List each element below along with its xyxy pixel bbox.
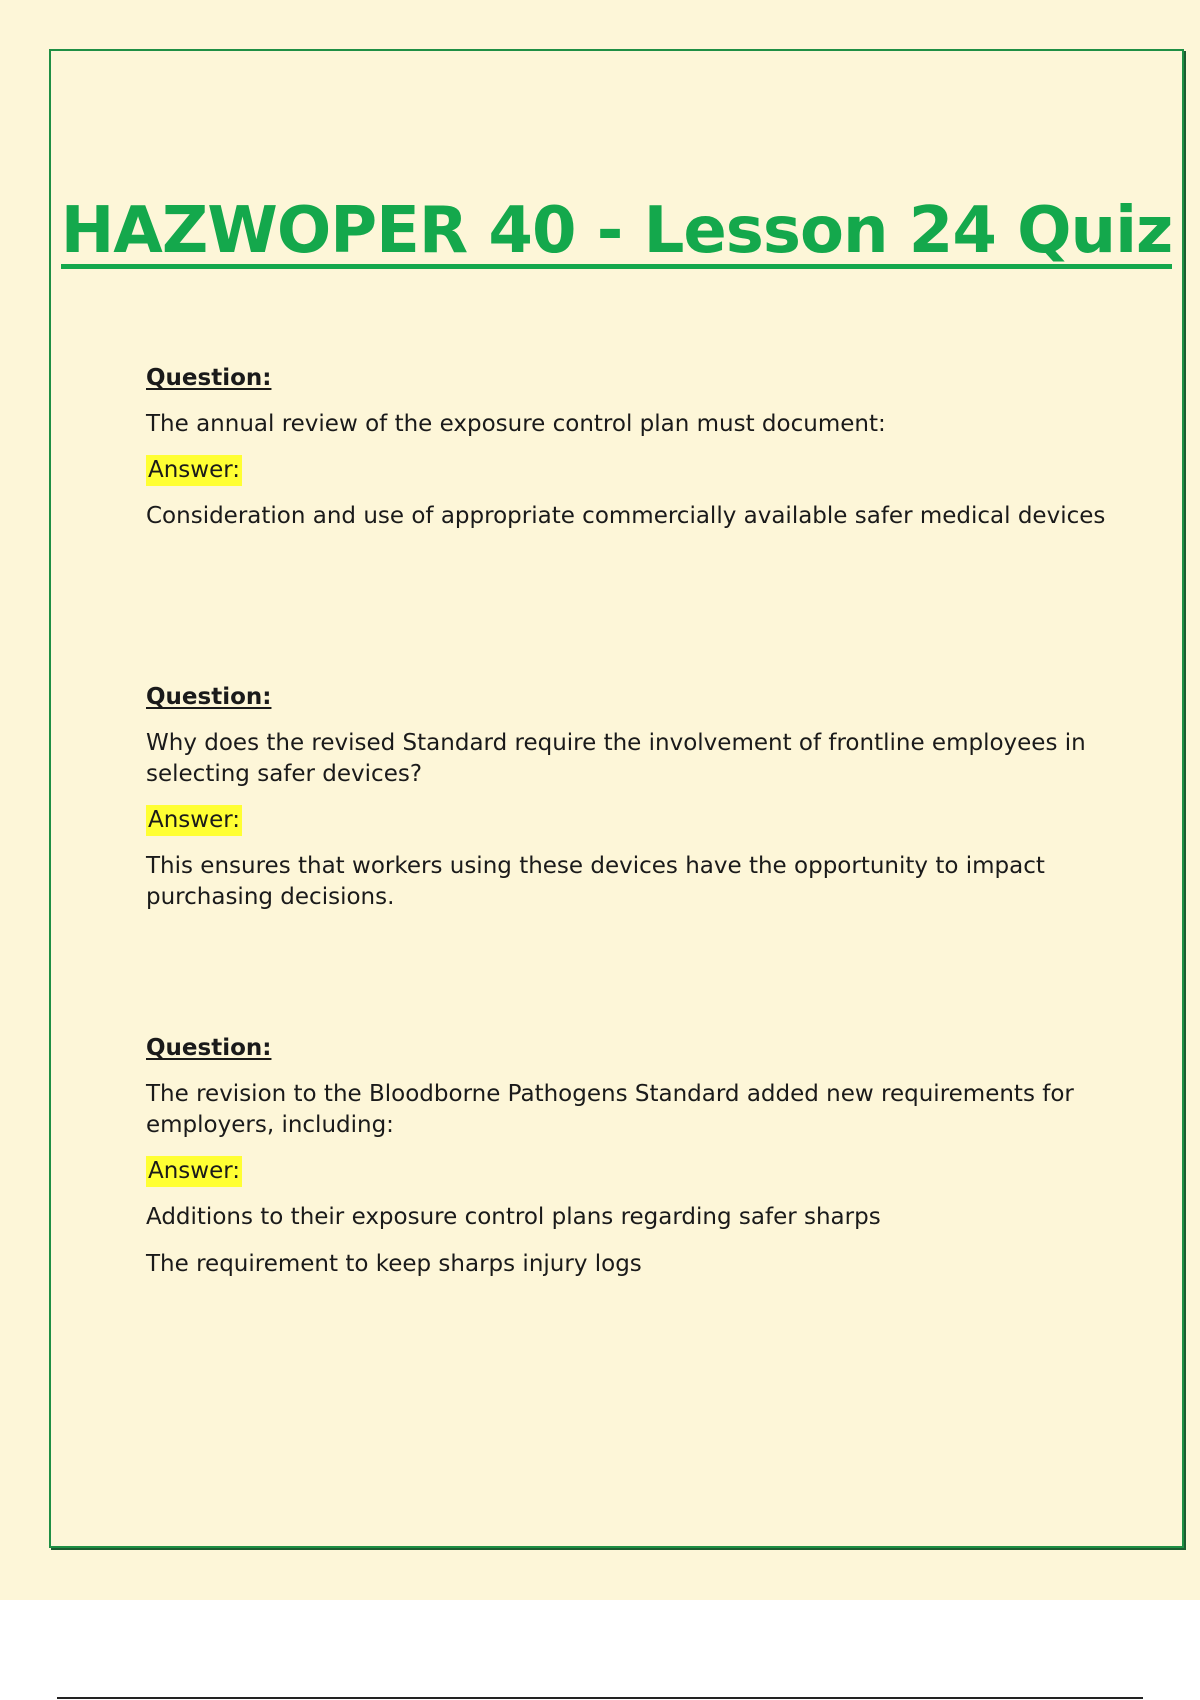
quiz-frame [49,49,1184,1548]
answer-text: Additions to their exposure control plans regarding safer sharps [146,1204,881,1230]
answer-text: The requirement to keep sharps injury logs [146,1251,642,1277]
answer-label: Answer: [146,1156,242,1187]
qa-block-1 [146,363,1146,548]
answer-text: This ensures that workers using these devices have the opportunity to impact purchasing decisions. [146,853,1045,910]
question-text: The annual review of the exposure control plan must document: [146,411,886,437]
answer-text: Consideration and use of appropriate commercially available safer medical devices [146,503,1106,529]
qa-block-3 [146,1033,1146,1296]
question-label: Question: [146,684,272,710]
page-title-text: HAZWOPER 40 - Lesson 24 Quiz [60,194,1173,268]
page-title [51,191,1182,271]
question-text: Why does the revised Standard require the involvement of frontline employees in selecting safer devices? [146,730,1086,787]
answer-label: Answer: [146,455,242,486]
question-label: Question: [146,365,272,391]
qa-block-2 [146,682,1146,929]
question-label: Question: [146,1035,272,1061]
footer-divider [57,1697,1143,1699]
question-text: The revision to the Bloodborne Pathogens Standard added new requirements for employers, including: [146,1081,1074,1138]
answer-label: Answer: [146,805,242,836]
